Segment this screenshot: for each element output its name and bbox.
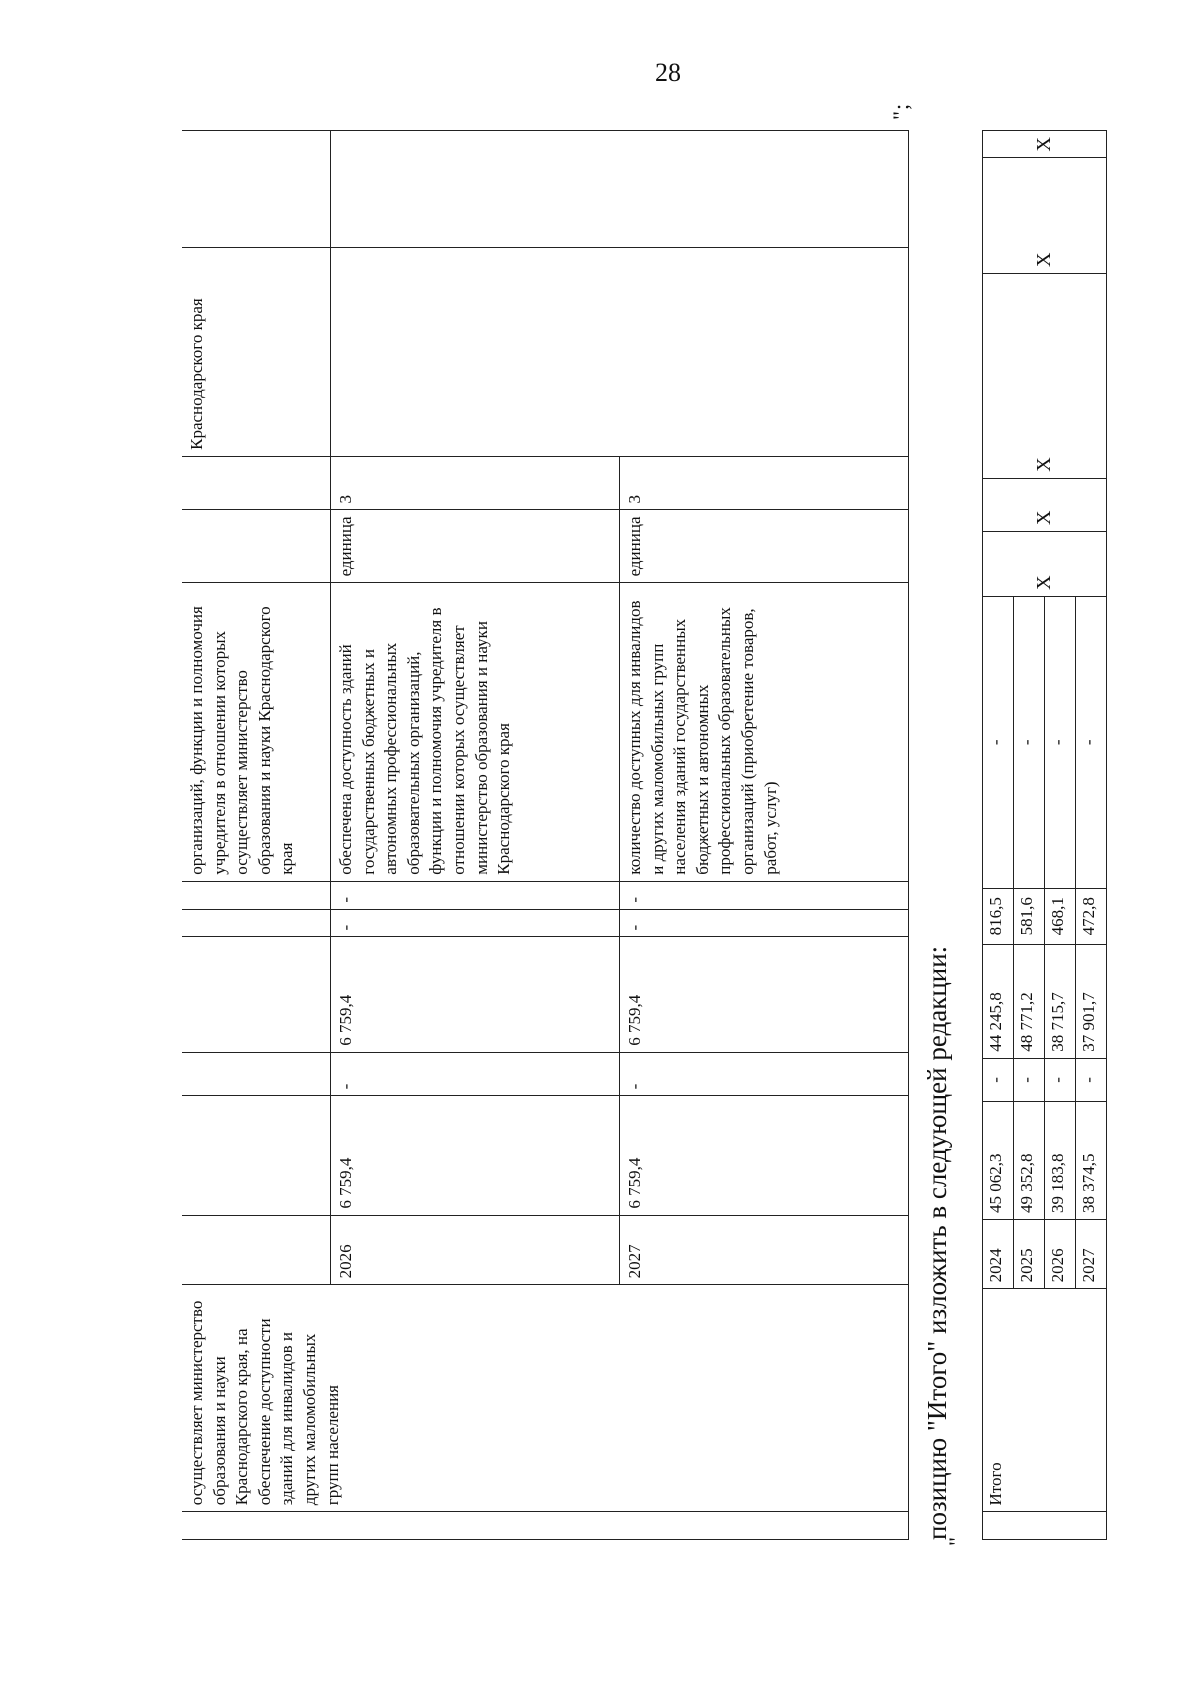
rotated-content <box>182 102 1100 1546</box>
itogo-label: Итого <box>983 1289 1107 1512</box>
year-cell: 2024 <box>983 1220 1014 1289</box>
year-cell: 2025 <box>1014 1220 1045 1289</box>
itogo-table <box>982 130 1107 1540</box>
x-mark: X <box>983 273 1107 478</box>
table-row: 2026 39 183,8 - 38 715,7 468,1 - <box>1045 131 1076 1540</box>
year-cell: 2026 <box>1045 1220 1076 1289</box>
qty-cell: 3 <box>331 456 620 510</box>
table-row: Итого 2024 45 062,3 - 44 245,8 816,5 - X X X X X <box>983 131 1014 1540</box>
year-cell: 2027 <box>1076 1220 1107 1289</box>
section-heading: позицию "Итого" изложить в следующей редакции: <box>922 945 952 1540</box>
row1-executor: Краснодарского края <box>182 247 331 456</box>
x-mark: X <box>983 478 1107 531</box>
result-description: обеспечена доступность зданий государственных бюджетных и автономных профессиональных образовательных организаций, функции и полномочия учредителя в отношении которых осуществляет министерство образования и науки Краснодарского края <box>331 583 620 881</box>
unit-cell: единица <box>331 510 620 583</box>
x-mark: X <box>983 531 1107 596</box>
page-number: 28 <box>655 58 681 87</box>
year-cell: 2027 <box>620 1215 909 1285</box>
table-row: 2026 6 759,4 - 6 759,4 - - обеспечена доступность зданий государственных бюджетных и автономных профессиональных образовательных организаций, функции и полномочия учредителя в отношении которых осуществляет министерство образования и науки Краснодарского края единица 3 <box>331 131 620 1540</box>
opening-quote: " <box>944 1537 969 1546</box>
total-cell: 6 759,4 <box>620 1096 909 1215</box>
num-cell <box>182 1512 331 1540</box>
qty-cell: 3 <box>620 456 909 510</box>
measures-table <box>182 130 909 1540</box>
closing-quote: "; <box>888 102 913 120</box>
year-cell: 2026 <box>331 1215 620 1285</box>
x-mark: X <box>983 131 1107 158</box>
total-cell: 6 759,4 <box>331 1096 620 1215</box>
row1-description: организаций, функции и полномочия учредителя в отношении которых осуществляет министерство образования и науки Краснодарского края <box>182 583 331 881</box>
table-row: 2027 38 374,5 - 37 901,7 472,8 - <box>1076 131 1107 1540</box>
table-row: 2025 49 352,8 - 48 771,2 581,6 - <box>1014 131 1045 1540</box>
table-row: 2027 6 759,4 - 6 759,4 - - количество доступных для инвалидов и других маломобильных групп населения зданий государственных бюджетных и автономных профессиональных образовательных организаций (приобретение товаров, работ, услуг) единица 3 <box>620 131 909 1540</box>
x-mark: X <box>983 158 1107 274</box>
result-description: количество доступных для инвалидов и других маломобильных групп населения зданий государственных бюджетных и автономных профессиональных образовательных организаций (приобретение товаров, работ, услуг) <box>620 583 909 881</box>
measure-name-cell: осуществляет министерство образования и науки Краснодарского края, на обеспечение доступности зданий для инвалидов и других маломобильных групп населения <box>182 1285 909 1512</box>
unit-cell: единица <box>620 510 909 583</box>
